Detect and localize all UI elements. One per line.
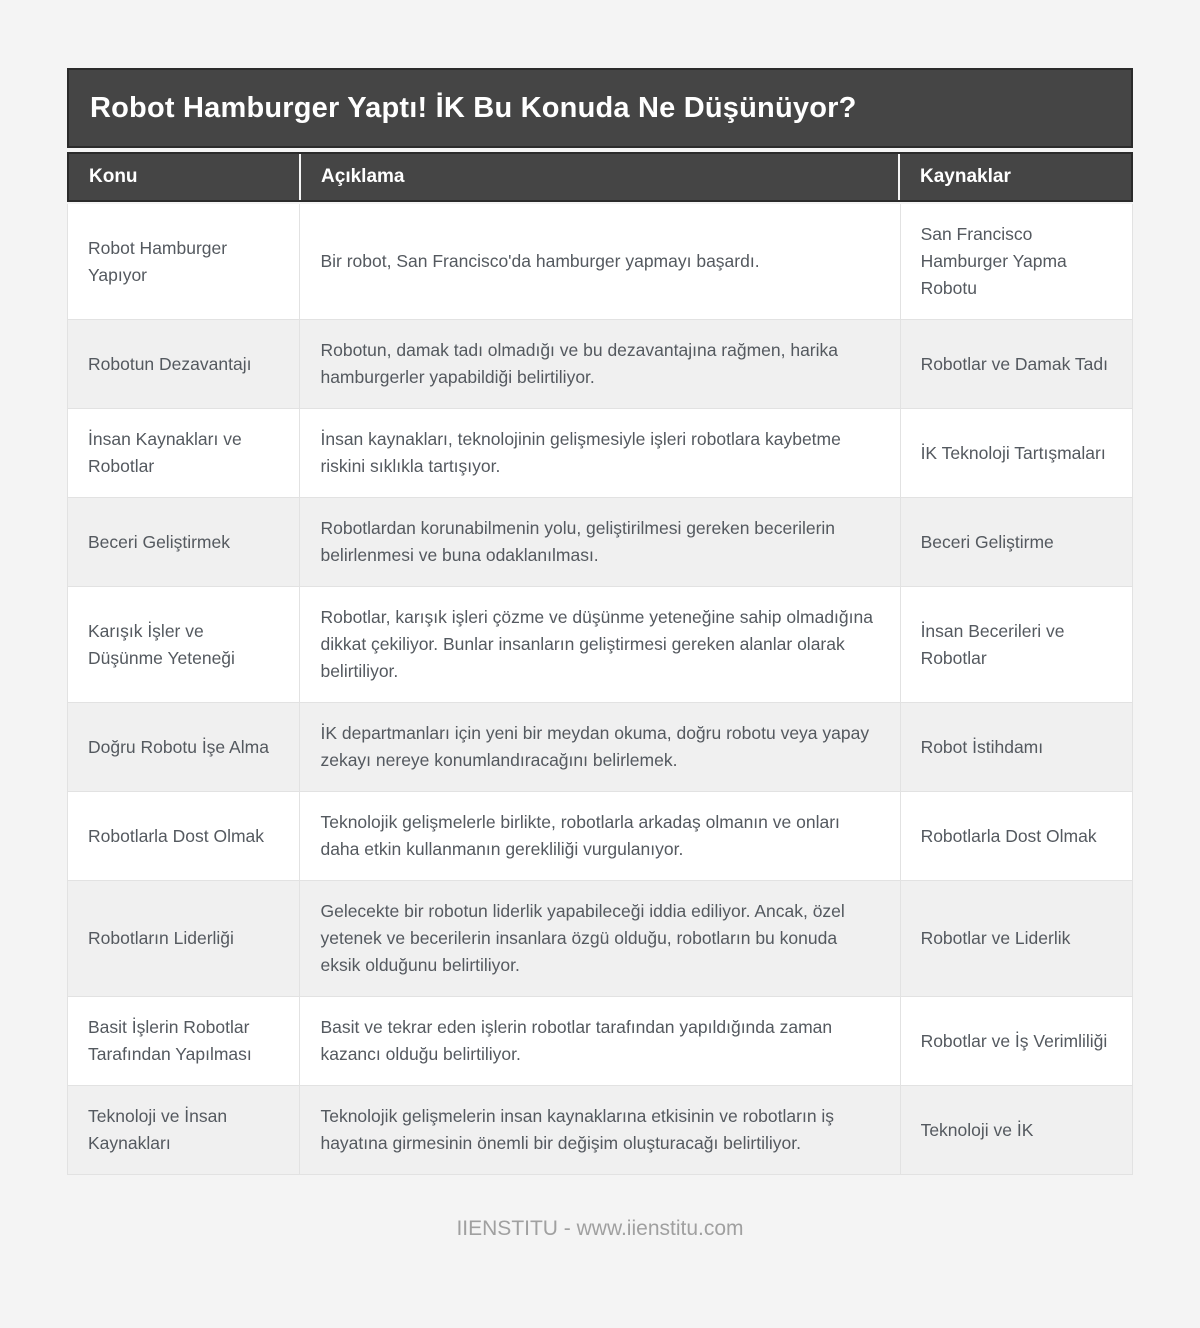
cell-aciklama: Bir robot, San Francisco'da hamburger yapmayı başardı. (300, 204, 900, 319)
cell-kaynaklar: Robotlar ve Liderlik (920, 928, 1071, 948)
cell-kaynaklar: Beceri Geliştirme (920, 531, 1054, 552)
table-row (68, 881, 1132, 997)
table-row (68, 792, 1132, 881)
table-row (68, 320, 1132, 409)
cell-konu: İnsan Kaynakları ve Robotlar (68, 409, 300, 497)
cell-kaynaklar: Robotlar ve Damak Tadı (920, 353, 1108, 374)
table-row (68, 997, 1132, 1086)
cell-aciklama: Gelecekte bir robotun liderlik yapabileceği iddia ediliyor. Ancak, özel yetenek ve becerilerin insanlara özgü olduğu, robotların bu konuda eksik olduğunu belirtiliyor. (300, 881, 900, 996)
cell-konu: Robotların Liderliği (68, 881, 300, 996)
cell-konu: Basit İşlerin Robotlar Tarafından Yapılması (68, 997, 300, 1085)
cell-aciklama: Basit ve tekrar eden işlerin robotlar tarafından yapıldığında zaman kazancı olduğu belirtiliyor. (300, 997, 900, 1085)
column-header-kaynaklar: Kaynaklar (920, 166, 1011, 187)
table-row (68, 498, 1132, 587)
cell-aciklama: Teknolojik gelişmelerle birlikte, robotlarla arkadaş olmanın ve onları daha etkin kullanmanın gerekliliği vurgulanıyor. (300, 792, 900, 880)
cell-konu: Robotun Dezavantajı (68, 320, 300, 408)
cell-kaynaklar: İK Teknoloji Tartışmaları (920, 442, 1106, 463)
table-row (68, 703, 1132, 792)
content-table (67, 68, 1133, 1175)
cell-aciklama: Robotlardan korunabilmenin yolu, geliştirilmesi gereken becerilerin belirlenmesi ve buna odaklanılması. (300, 498, 900, 586)
cell-kaynaklar: Robotlarla Dost Olmak (920, 825, 1097, 846)
cell-aciklama: Robotun, damak tadı olmadığı ve bu dezavantajına rağmen, harika hamburgerler yapabildiği belirtiliyor. (300, 320, 900, 408)
table-row (68, 1086, 1132, 1175)
cell-konu: Beceri Geliştirmek (68, 498, 300, 586)
cell-konu: Karışık İşler ve Düşünme Yeteneği (68, 587, 300, 702)
table-row (68, 409, 1132, 498)
cell-konu: Doğru Robotu İşe Alma (68, 703, 300, 791)
column-header-konu: Konu (69, 154, 301, 200)
table-row (68, 587, 1132, 703)
cell-konu: Robotlarla Dost Olmak (68, 792, 300, 880)
cell-kaynaklar: San Francisco Hamburger Yapma Robotu (920, 224, 1067, 298)
cell-aciklama: İnsan kaynakları, teknolojinin gelişmesiyle işleri robotlara kaybetme riskini sıklıkla tartışıyor. (300, 409, 900, 497)
cell-kaynaklar: İnsan Becerileri ve Robotlar (920, 620, 1065, 668)
column-header-aciklama: Açıklama (301, 154, 900, 200)
cell-konu: Robot Hamburger Yapıyor (68, 204, 300, 319)
cell-kaynaklar: Robotlar ve İş Verimliliği (920, 1030, 1108, 1051)
cell-aciklama: Robotlar, karışık işleri çözme ve düşünme yeteneğine sahip olmadığına dikkat çekiliyor. Bunlar insanların geliştirmesi gereken alanlar olarak belirtiliyor. (300, 587, 900, 702)
table-body (67, 204, 1133, 1175)
page-title: Robot Hamburger Yaptı! İK Bu Konuda Ne Düşünüyor? (67, 68, 1133, 148)
cell-kaynaklar: Robot İstihdamı (920, 736, 1044, 757)
footer-credit: IIENSTITU - www.iienstitu.com (456, 1217, 744, 1240)
cell-aciklama: İK departmanları için yeni bir meydan okuma, doğru robotu veya yapay zekayı nereye konumlandıracağını belirlemek. (300, 703, 900, 791)
cell-kaynaklar: Teknoloji ve İK (920, 1119, 1034, 1140)
cell-aciklama: Teknolojik gelişmelerin insan kaynaklarına etkisinin ve robotların iş hayatına girmesinin önemli bir değişim oluşturacağı belirtiliyor. (300, 1086, 900, 1174)
table-header-row (67, 152, 1133, 202)
cell-konu: Teknoloji ve İnsan Kaynakları (68, 1086, 300, 1174)
table-row (68, 204, 1132, 320)
